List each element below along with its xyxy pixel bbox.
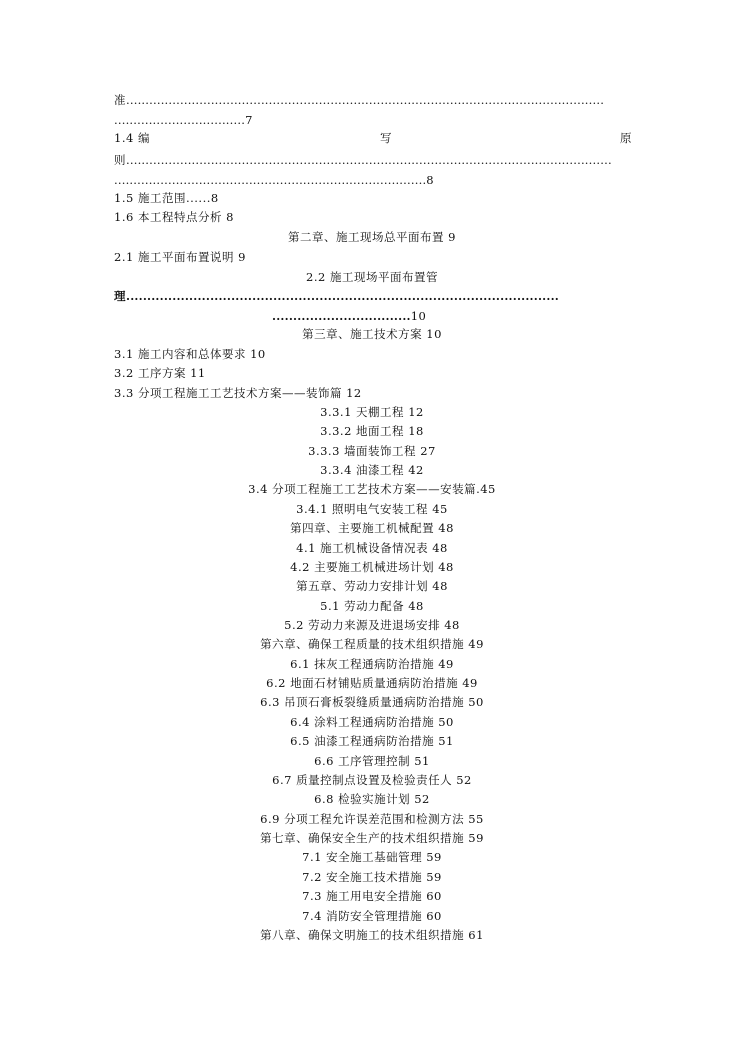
page-number: 7 bbox=[245, 113, 253, 127]
toc-entry-6-7[interactable]: 6.7 质量控制点设置及检验责任人 52 bbox=[272, 773, 472, 787]
toc-entry-7-3[interactable]: 7.3 施工用电安全措施 60 bbox=[302, 889, 442, 903]
toc-entry-6-2[interactable]: 6.2 地面石材铺贴质量通病防治措施 49 bbox=[266, 676, 478, 690]
toc-entry-2-2[interactable]: 2.2 施工现场平面布置管 bbox=[306, 270, 438, 284]
page-number: 10 bbox=[410, 309, 427, 323]
toc-entry-3-3-3[interactable]: 3.3.3 墙面装饰工程 27 bbox=[308, 444, 436, 458]
leader-dots: ............................................................................................................................ bbox=[126, 93, 605, 107]
toc-entry-1-5[interactable]: 1.5 施工范围......8 bbox=[114, 191, 219, 205]
toc-chapter-2[interactable]: 第二章、施工现场总平面布置 9 bbox=[288, 230, 456, 244]
toc-chapter-7[interactable]: 第七章、确保安全生产的技术组织措施 59 bbox=[260, 831, 484, 845]
toc-entry-3-1[interactable]: 3.1 施工内容和总体要求 10 bbox=[114, 347, 266, 361]
toc-text: 则 bbox=[114, 153, 126, 167]
toc-chapter-4[interactable]: 第四章、主要施工机械配置 48 bbox=[290, 521, 454, 535]
toc-entry-2-2-cont[interactable] bbox=[114, 289, 644, 303]
toc-entry-7-1[interactable]: 7.1 安全施工基础管理 59 bbox=[302, 850, 442, 864]
toc-entry-6-6[interactable]: 6.6 工序管理控制 51 bbox=[314, 754, 430, 768]
toc-chapter-3[interactable]: 第三章、施工技术方案 10 bbox=[302, 327, 442, 341]
toc-chapter-8[interactable]: 第八章、确保文明施工的技术组织措施 61 bbox=[260, 928, 484, 942]
toc-entry-6-3[interactable]: 6.3 吊顶石膏板裂缝质量通病防治措施 50 bbox=[260, 695, 484, 709]
toc-entry-2-1[interactable]: 2.1 施工平面布置说明 9 bbox=[114, 250, 246, 264]
toc-entry-6-4[interactable]: 6.4 涂料工程通病防治措施 50 bbox=[290, 715, 454, 729]
toc-entry-continued-end[interactable] bbox=[114, 113, 253, 127]
toc-entry-1-4-end[interactable] bbox=[114, 173, 434, 187]
toc-text: 1.4 编 bbox=[114, 131, 150, 145]
toc-entry-1-4[interactable] bbox=[114, 131, 150, 145]
toc-entry-3-3[interactable]: 3.3 分项工程施工工艺技术方案——装饰篇 12 bbox=[114, 386, 362, 400]
toc-text-xie: 写 bbox=[380, 131, 392, 145]
toc-entry-5-2[interactable]: 5.2 劳动力来源及进退场安排 48 bbox=[284, 618, 460, 632]
toc-entry-3-4[interactable]: 3.4 分项工程施工工艺技术方案——安装篇.45 bbox=[248, 482, 496, 496]
toc-entry-4-2[interactable]: 4.2 主要施工机械进场计划 48 bbox=[290, 560, 454, 574]
toc-entry-5-1[interactable]: 5.1 劳动力配备 48 bbox=[320, 599, 424, 613]
toc-entry-6-5[interactable]: 6.5 油漆工程通病防治措施 51 bbox=[290, 734, 454, 748]
toc-entry-6-8[interactable]: 6.8 检验实施计划 52 bbox=[314, 792, 430, 806]
leader-dots: .................................. bbox=[114, 113, 246, 127]
leader-dots: .............................................................................................................................. bbox=[126, 153, 612, 167]
toc-entry-3-3-1[interactable]: 3.3.1 天棚工程 12 bbox=[320, 405, 424, 419]
leader-dots: ....................................................................................................... bbox=[126, 289, 559, 303]
toc-entry-7-4[interactable]: 7.4 消防安全管理措施 60 bbox=[302, 909, 442, 923]
toc-entry-1-6[interactable]: 1.6 本工程特点分析 8 bbox=[114, 210, 234, 224]
toc-chapter-6[interactable]: 第六章、确保工程质量的技术组织措施 49 bbox=[260, 637, 484, 651]
toc-entry-3-3-2[interactable]: 3.3.2 地面工程 18 bbox=[320, 424, 424, 438]
toc-entry-6-9[interactable]: 6.9 分项工程允许误差范围和检测方法 55 bbox=[260, 812, 484, 826]
toc-entry-continued[interactable] bbox=[114, 93, 644, 107]
page-number: 8 bbox=[426, 173, 435, 187]
leader-dots: ................................................................................. bbox=[114, 173, 427, 187]
toc-entry-4-1[interactable]: 4.1 施工机械设备情况表 48 bbox=[296, 541, 448, 555]
toc-entry-3-2[interactable]: 3.2 工序方案 11 bbox=[114, 366, 206, 380]
toc-entry-2-2-end[interactable] bbox=[272, 309, 426, 323]
toc-text-yuan: 原 bbox=[620, 131, 632, 145]
toc-entry-6-1[interactable]: 6.1 抹灰工程通病防治措施 49 bbox=[290, 657, 454, 671]
toc-text: 理 bbox=[114, 289, 126, 303]
toc-entry-3-3-4[interactable]: 3.3.4 油漆工程 42 bbox=[320, 463, 424, 477]
toc-entry-7-2[interactable]: 7.2 安全施工技术措施 59 bbox=[302, 870, 442, 884]
toc-entry-3-4-1[interactable]: 3.4.1 照明电气安装工程 45 bbox=[296, 502, 448, 516]
toc-text: 准 bbox=[114, 93, 126, 107]
leader-dots: ................................. bbox=[272, 309, 411, 323]
toc-entry-1-4-cont[interactable] bbox=[114, 153, 644, 167]
toc-chapter-5[interactable]: 第五章、劳动力安排计划 48 bbox=[296, 579, 448, 593]
